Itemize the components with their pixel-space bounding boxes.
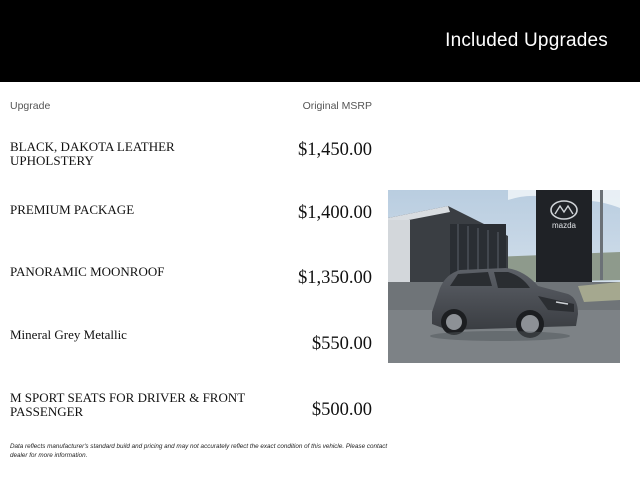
column-header-upgrade: Upgrade (10, 100, 51, 112)
upgrade-price: $500.00 (311, 400, 372, 420)
upgrade-price: $1,450.00 (298, 140, 372, 160)
upgrade-name: PANORAMIC MOONROOF (10, 264, 165, 279)
vehicle-photo (388, 190, 620, 363)
upgrade-row (10, 391, 372, 439)
upgrade-name: Mineral Grey Metallic (10, 327, 127, 342)
upgrade-name: BLACK, DAKOTA LEATHER UPHOLSTERY (10, 139, 175, 168)
upgrade-row (10, 265, 372, 313)
upgrade-name: M SPORT SEATS FOR DRIVER & FRONT PASSENGER (10, 390, 245, 419)
dealer-sign-text: mazda (551, 221, 577, 230)
upgrade-row (10, 203, 372, 251)
upgrade-price: $550.00 (311, 334, 372, 354)
header-bar (0, 0, 640, 82)
vehicle-photo-illustration (388, 190, 620, 363)
upgrade-price: $1,350.00 (298, 268, 372, 288)
upgrade-price: $1,400.00 (298, 203, 372, 223)
page-title: Included Upgrades (445, 30, 608, 51)
disclaimer-text: Data reflects manufacturer's standard build and pricing and may not accurately reflect the exact condition of this vehicle. Please contact dealer for more information. (10, 443, 388, 459)
upgrade-row (10, 328, 372, 376)
column-header-msrp: Original MSRP (302, 100, 372, 112)
upgrade-row (10, 140, 372, 188)
upgrade-name: PREMIUM PACKAGE (10, 202, 135, 217)
